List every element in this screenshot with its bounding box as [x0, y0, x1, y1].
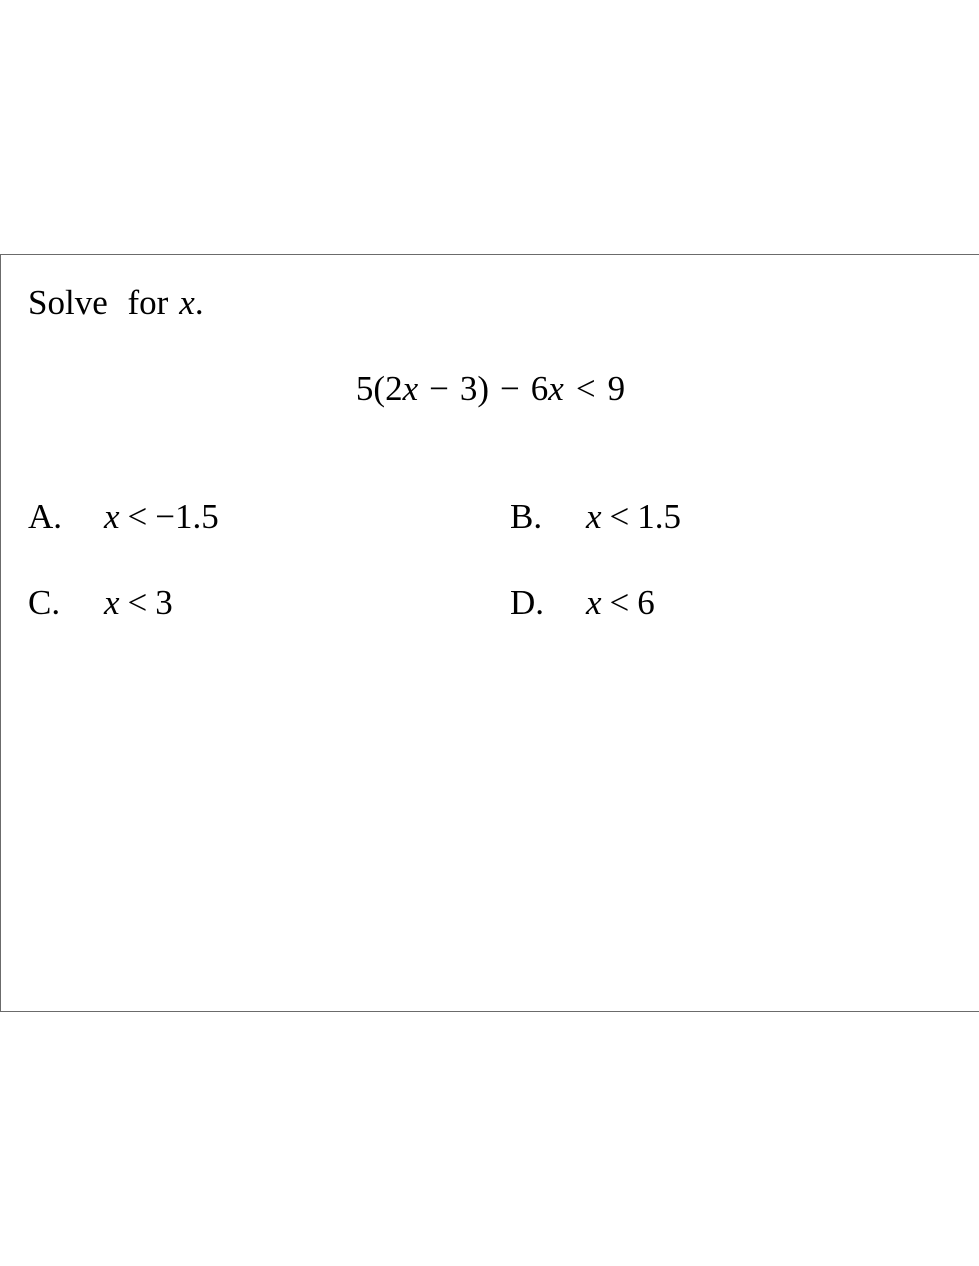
answer-choice-d[interactable]: [510, 583, 655, 623]
choice-variable: x: [104, 497, 120, 536]
equation-variable-1: x: [402, 369, 419, 408]
prompt-period: .: [194, 283, 204, 322]
choice-value: 6: [637, 583, 655, 622]
prompt-word-solve: Solve: [28, 283, 108, 322]
answer-choice-c[interactable]: [28, 583, 173, 623]
prompt-variable: x: [179, 283, 195, 322]
question-box: [0, 254, 979, 1012]
choice-letter: C.: [28, 583, 61, 622]
choice-variable: x: [104, 583, 120, 622]
choice-variable: x: [586, 497, 602, 536]
answer-choice-a[interactable]: [28, 497, 219, 537]
choice-relation: <: [609, 583, 630, 622]
choice-letter: B.: [510, 497, 543, 536]
equation-relation: <: [575, 369, 596, 408]
choice-value: −1.5: [155, 497, 219, 536]
choice-relation: <: [127, 497, 148, 536]
equation-coefficient: 5(2: [355, 369, 403, 408]
equation-part-2: 3): [459, 369, 490, 408]
answer-choice-b[interactable]: [510, 497, 681, 537]
equation-variable-2: x: [548, 369, 564, 408]
equation-minus-1: −: [429, 369, 449, 408]
equation-rhs: 9: [607, 369, 626, 408]
choice-value: 3: [155, 583, 173, 622]
choice-relation: <: [127, 583, 148, 622]
inequality-equation: [1, 369, 979, 409]
question-prompt: [28, 283, 204, 323]
choice-variable: x: [586, 583, 602, 622]
prompt-word-for: for: [127, 283, 169, 322]
equation-coefficient-2: 6: [530, 369, 549, 408]
choice-letter: D.: [510, 583, 545, 622]
choice-letter: A.: [28, 497, 63, 536]
equation-minus-2: −: [500, 369, 520, 408]
choice-value: 1.5: [637, 497, 682, 536]
choice-relation: <: [609, 497, 630, 536]
